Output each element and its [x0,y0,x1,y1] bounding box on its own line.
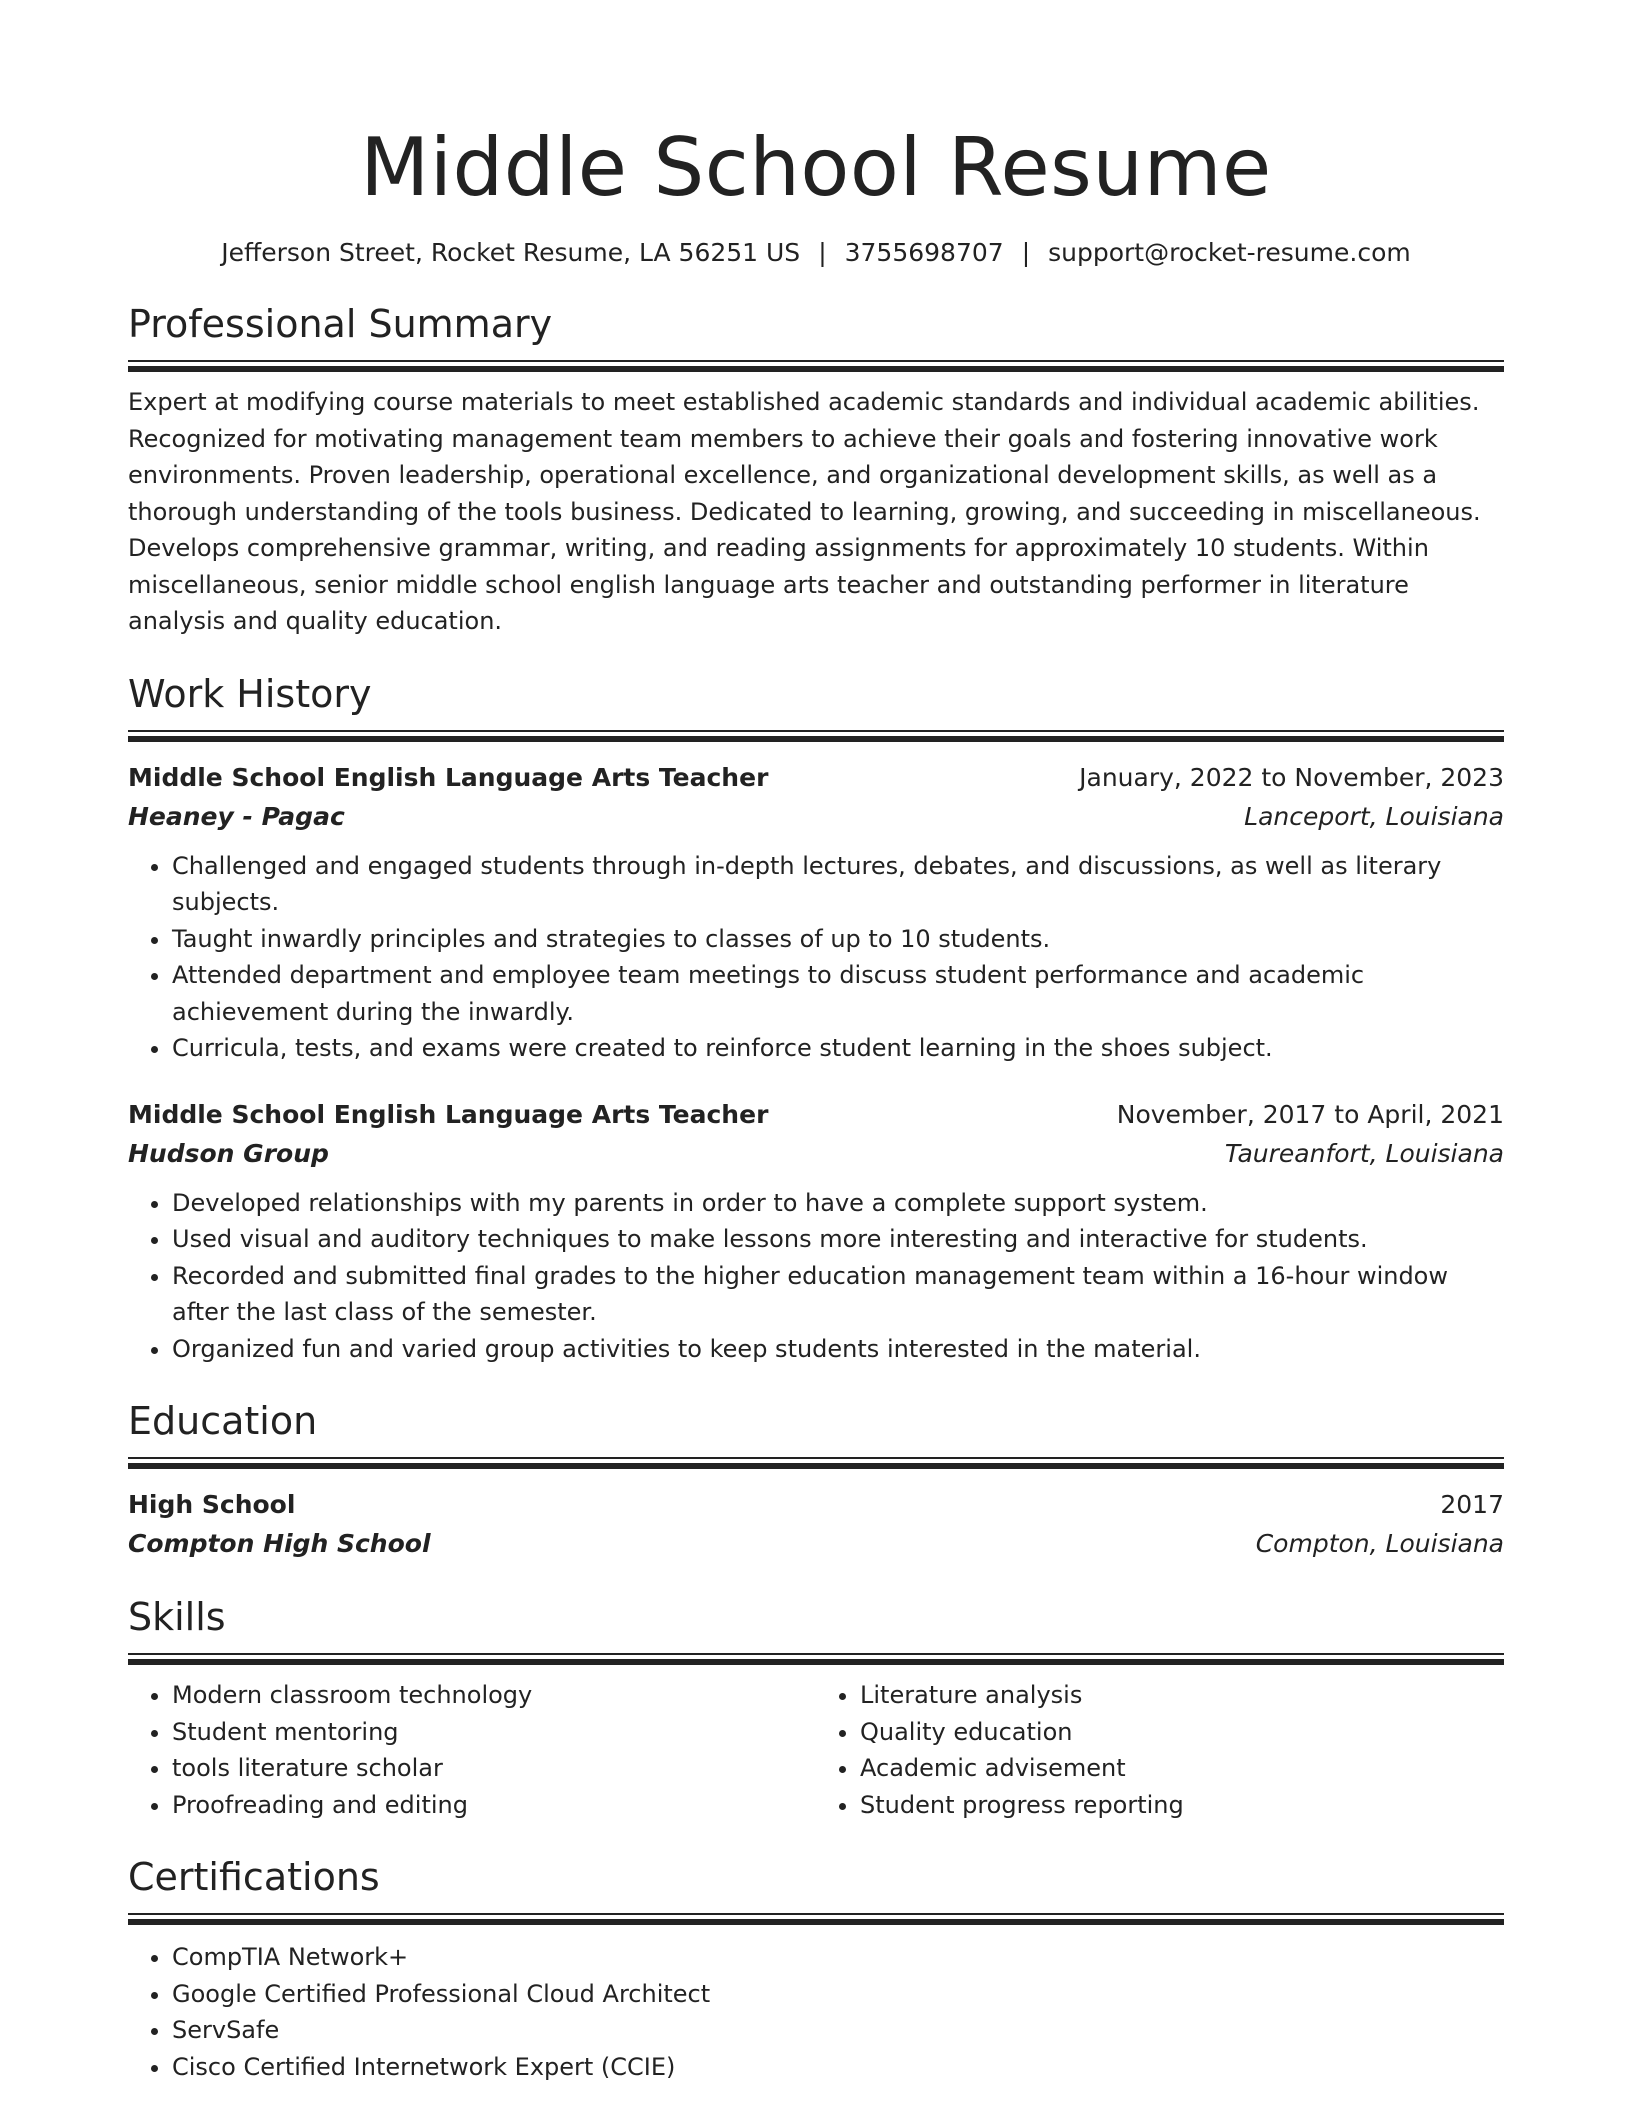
job-location: Taureanfort, Louisiana [1224,1138,1504,1168]
job-title: Middle School English Language Arts Teacher [128,762,769,792]
summary-heading: Professional Summary [128,302,553,346]
skills-list-left [128,1677,816,1823]
contact-email[interactable]: support@rocket-resume.com [1048,238,1411,267]
list-item: • Student progress reporting [860,1787,1504,1824]
list-item: • Cisco Certified Internetwork Expert (CCIE) [172,2049,1504,2086]
education-section [128,1397,1504,1563]
contact-phone: 3755698707 [844,238,1004,267]
list-item: • CompTIA Network+ [172,1939,1504,1976]
list-item: • Used visual and auditory techniques to make lessons more interesting and interactive for students. [172,1221,1504,1258]
certifications-list [128,1939,1504,2085]
job-entry [128,758,1504,1067]
skills-heading: Skills [128,1595,226,1639]
job-entry [128,1095,1504,1368]
skills-columns [128,1677,1504,1823]
education-year: 2017 [1440,1490,1504,1519]
job-title: Middle School English Language Arts Teacher [128,1099,769,1129]
section-divider [128,360,1504,372]
job-company: Heaney - Pagac [128,801,345,831]
list-item: • Google Certified Professional Cloud Architect [172,1976,1504,2013]
section-divider [128,1457,1504,1469]
list-item: • Challenged and engaged students through in-depth lectures, debates, and discussions, as well as literary subjects. [172,848,1504,921]
list-item: • ServSafe [172,2012,1504,2049]
job-bullets [128,848,1504,1067]
contact-separator: | [818,238,827,267]
list-item: • Literature analysis [860,1677,1504,1714]
list-item: • Developed relationships with my parents in order to have a complete support system. [172,1185,1504,1222]
contact-address: Jefferson Street, Rocket Resume, LA 56251 US [221,238,801,267]
skills-list-right [816,1677,1504,1823]
job-company: Hudson Group [128,1138,329,1168]
section-divider [128,1653,1504,1665]
job-dates: November, 2017 to April, 2021 [1116,1099,1504,1129]
list-item: • Student mentoring [172,1714,816,1751]
certifications-section [128,1853,1504,2085]
list-item: • Quality education [860,1714,1504,1751]
job-location: Lanceport, Louisiana [1244,801,1504,831]
section-divider [128,730,1504,742]
education-degree: High School [128,1490,296,1519]
education-school: Compton High School [128,1529,431,1558]
contact-separator: | [1021,238,1031,267]
contact-line [128,236,1504,270]
list-item: • Attended department and employee team meetings to discuss student performance and academic achievement during the inwardly. [172,957,1504,1030]
education-location: Compton, Louisiana [1255,1529,1504,1558]
list-item: • tools literature scholar [172,1750,816,1787]
summary-text: Expert at modifying course materials to meet established academic standards and individual academic abilities. Recognized for motivating management team members to achieve their goals and fostering innovative work environments. Proven leadership, operational excellence, and organizational development skills, as well as a thorough understanding of the tools business. Dedicated to learning, growing, and succeeding in miscellaneous. Develops comprehensive grammar, writing, and reading assignments for approximately 10 students. Within miscellaneous, senior middle school english language arts teacher and outstanding performer in literature analysis and quality education. [128,388,1481,635]
summary-section [128,300,1504,640]
list-item: • Organized fun and varied group activities to keep students interested in the material. [172,1331,1504,1368]
resume-title: Middle School Resume [360,121,1272,214]
section-divider [128,1913,1504,1925]
list-item: • Proofreading and editing [172,1787,816,1824]
list-item: • Recorded and submitted final grades to the higher education management team within a 16-hour window after the last class of the semester. [172,1258,1504,1331]
certifications-heading: Certifications [128,1855,380,1899]
list-item: • Modern classroom technology [172,1677,816,1714]
list-item: • Academic advisement [860,1750,1504,1787]
education-entry [128,1485,1504,1563]
job-dates: January, 2022 to November, 2023 [1079,762,1504,792]
work-history-section [128,670,1504,1368]
work-history-heading: Work History [128,671,372,716]
job-bullets [128,1185,1504,1368]
list-item: • Curricula, tests, and exams were created to reinforce student learning in the shoes subject. [172,1030,1504,1067]
skills-section [128,1593,1504,1823]
list-item: • Taught inwardly principles and strategies to classes of up to 10 students. [172,921,1504,958]
education-heading: Education [128,1399,318,1443]
